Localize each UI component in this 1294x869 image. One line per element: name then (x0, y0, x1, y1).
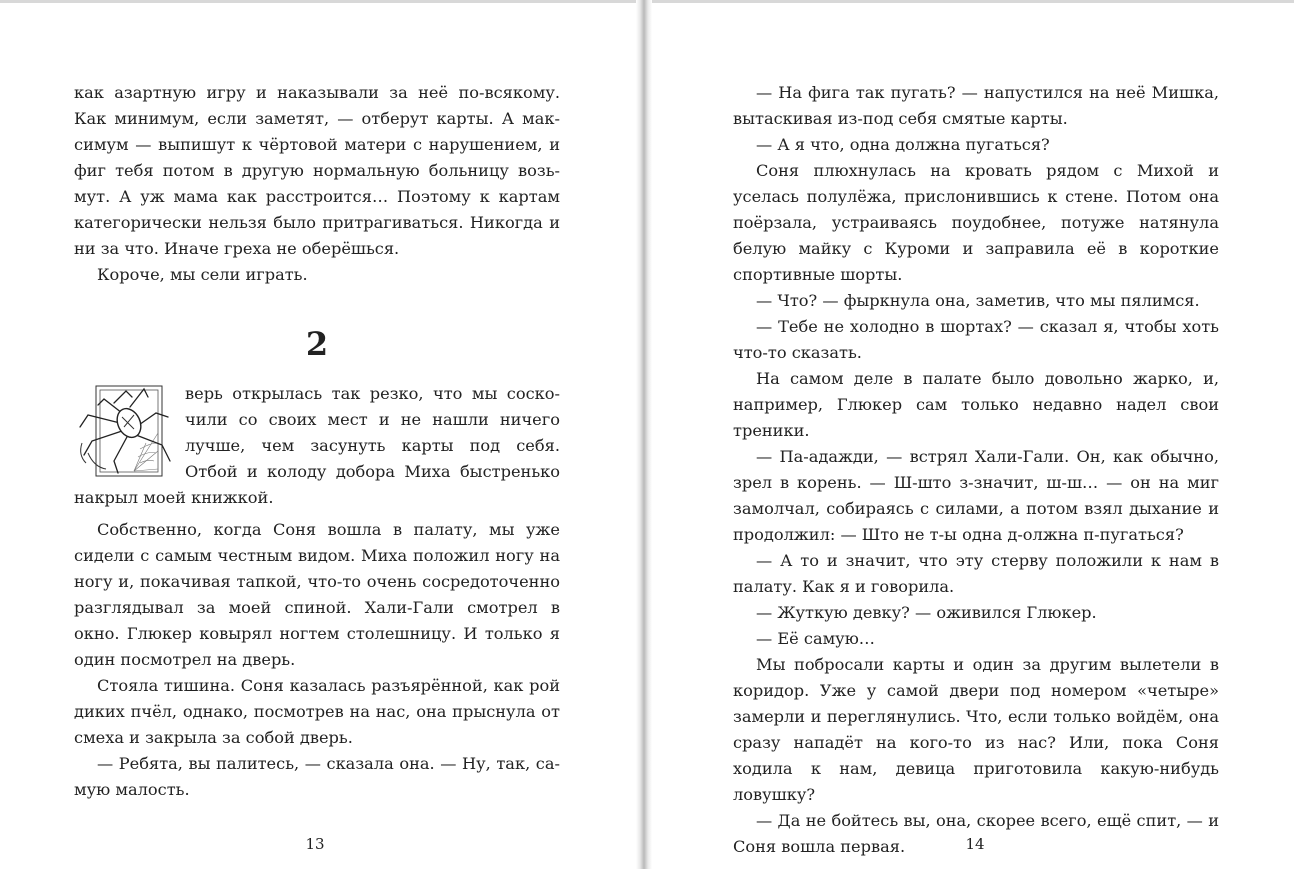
dropcap-hidden-letter: Д (74, 383, 75, 384)
paragraph: — Жуткую девку? — оживился Глюкер. (756, 603, 1097, 622)
paragraph: как азартную игру и наказывали за неё по-всякому. Как минимум, если заметят, — отберут карты. А максимум — выпишут к чёртовой матери с нарушением, и фиг тебя потом в другую нормальную больницу возьмут. А уж мама как расстроится… Поэтому к картам категорически нельзя было притрагиваться. Никогда и ни за что. Иначе греха не оберёшься. (74, 83, 560, 258)
paragraph: — На фига так пугать? — напустился на неё Мишка, вытаскивая из-под себя смятые карты. (733, 83, 1219, 128)
paragraph: Мы побросали карты и один за другим вылетели в коридор. Уже у самой двери под номером «четыре» замерли и переглянулись. Что, если только войдём, она сразу нападёт на кого-то из нас? Или, пока Соня ходила к нам, девица приготовила какую-нибудь ловушку? (733, 655, 1219, 804)
paragraph: — Её самую… (756, 629, 875, 648)
paragraph: — Что? — фыркнула она, заметив, что мы пялимся. (756, 291, 1200, 310)
chapter-number: 2 (305, 325, 329, 363)
page-number: 13 (305, 835, 325, 853)
paragraph: Короче, мы сели играть. (97, 265, 308, 284)
page-number: 14 (965, 835, 985, 853)
left-page (0, 0, 636, 869)
dropcap-letter-illustration (74, 383, 177, 479)
paragraph: верь открылась так резко, что мы соскочили со своих мест и не нашли ничего лучше, чем засунуть карты под себя. Отбой и колоду добора Миха быстренько накрыл моей книжкой. (74, 384, 560, 507)
chapter-opening (74, 381, 560, 511)
paragraph: Соня плюхнулась на кровать рядом с Михой и уселась полулёжа, прислонившись к стене. Потом она поёрзала, устраиваясь поудобнее, потуже натянула белую майку с Куроми и заправила её в короткие спортивные шорты. (733, 161, 1219, 284)
paragraph: — Тебе не холодно в шортах? — сказал я, чтобы хоть что-то сказать. (733, 317, 1219, 362)
paragraph: — А я что, одна должна пугаться? (756, 135, 1050, 154)
left-bottom-text (74, 517, 560, 803)
paragraph: Стояла тишина. Соня казалась разъярённой, как рой диких пчёл, однако, посмотрев на нас, она прыснула от смеха и закрыла за собой дверь. (74, 676, 560, 747)
paragraph: — Да не бойтесь вы, она, скорее всего, ещё спит, — и Соня вошла первая. (733, 811, 1219, 856)
paragraph: Собственно, когда Соня вошла в палату, мы уже сидели с самым честным видом. Миха положил ногу на ногу и, покачивая тапкой, что-то очень сосредоточенно разглядывал за моей спиной. Хали-Гали смотрел в окно. Глюкер ковырял ногтем столешницу. И только я один посмотрел на дверь. (74, 520, 560, 669)
right-page (652, 0, 1294, 869)
left-top-text (74, 80, 560, 288)
book-gutter (636, 0, 652, 869)
paragraph: — Па-адажди, — встрял Хали-Гали. Он, как обычно, зрел в корень. — Ш-што з-значит, ш-ш… — он на миг замолчал, собираясь с силами, а потом взял дыхание и продолжил: — Што не т-ы одна д-олжна п-пугаться? (733, 447, 1219, 544)
paragraph: — А то и значит, что эту стерву положили к нам в палату. Как я и говорила. (733, 551, 1219, 596)
paragraph: На самом деле в палате было довольно жарко, и, например, Глюкер сам только недавно надел свои треники. (733, 369, 1219, 440)
paragraph: — Ребята, вы палитесь, — сказала она. — Ну, так, самую малость. (74, 754, 560, 799)
right-text (733, 80, 1219, 860)
